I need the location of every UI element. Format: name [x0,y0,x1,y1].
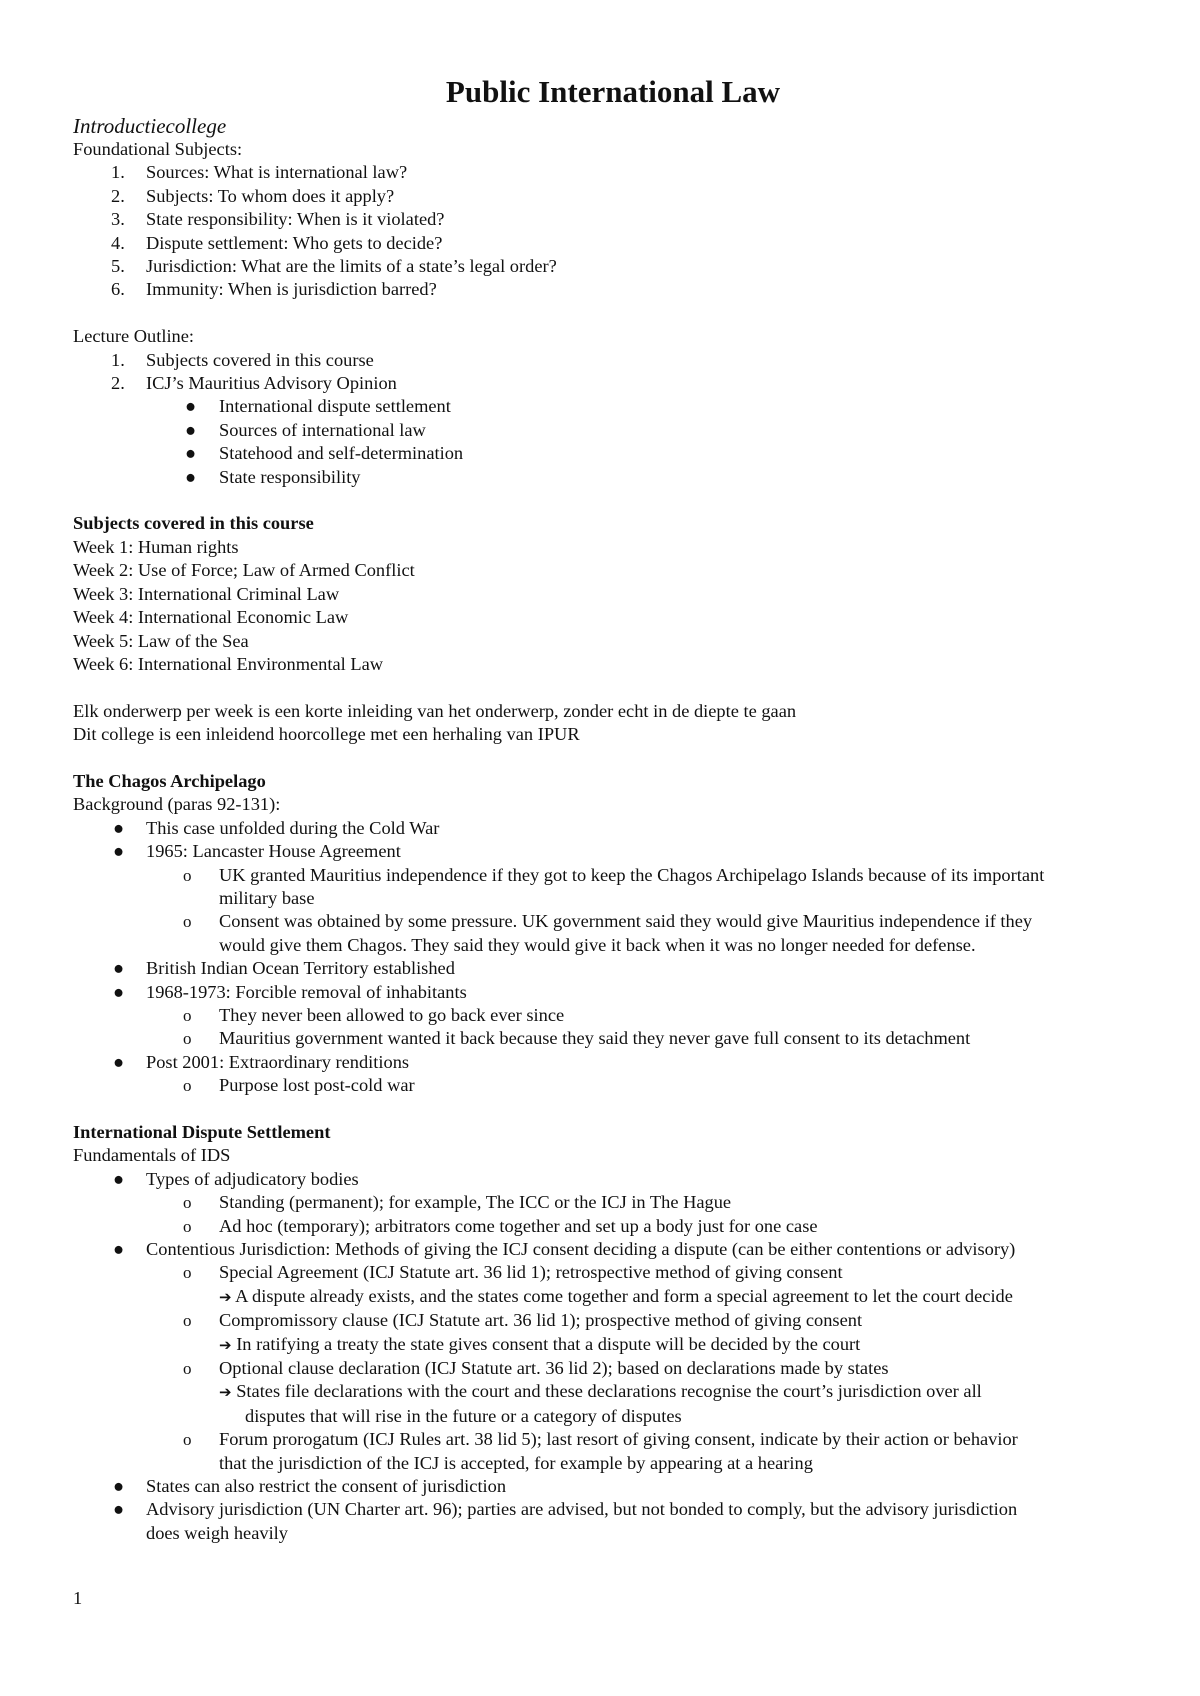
week-line: Week 1: Human rights [73,536,239,557]
list-item: ● Statehood and self-determination [185,443,464,464]
outline-heading: Lecture Outline: [73,326,195,347]
foundational-list [73,161,1133,301]
ids-heading: International Dispute Settlement [73,1121,331,1142]
list-item: ● Post 2001: Extraordinary renditions o Purpose lost post-cold war [73,1051,1133,1098]
list-item: ● States can also restrict the consent of jurisdiction [113,1476,507,1497]
list-item: 4. Dispute settlement: Who gets to decide? [111,232,443,253]
chagos-list [73,817,1133,1098]
list-item: o Forum prorogatum (ICJ Rules art. 38 lid 5); last resort of giving consent, indicate by their action or behavior that the jurisdiction of the ICJ is accepted, for example by appearing at a hearing [183,1429,1018,1473]
foundational-heading: Foundational Subjects: [73,139,243,159]
list-item: ● State responsibility [185,466,361,487]
list-item: 1. Sources: What is international law? [111,162,408,183]
sublist [73,1074,1133,1097]
list-item: ● Sources of international law [185,419,426,440]
list-item: ● 1968-1973: Forcible removal of inhabitants o They never been allowed to go back ever since o Mauritius government wanted it back because they said they never gave full consent to its detachment [73,981,1133,1051]
outline-list [73,349,1133,396]
outline-sublist [73,395,1133,489]
list-item: 1. Subjects covered in this course [111,349,374,370]
note-line: Elk onderwerp per week is een korte inleiding van het onderwerp, zonder echt in de diepte te gaan [73,700,797,721]
week-line: Week 2: Use of Force; Law of Armed Conflict [73,560,415,581]
list-item: ● Advisory jurisdiction (UN Charter art. 96); parties are advised, but not bonded to comply, but the advisory jurisdiction does weigh heavily [113,1499,1018,1543]
list-item: ● 1965: Lancaster House Agreement o UK granted Mauritius independence if they got to keep the Chagos Archipelago Islands because of its important military base o Consent was obtained by some pressure. UK government said they would give Mauritius independence if they would give them Chagos. They said they would give it back when it was no longer needed for defense. [73,840,1133,957]
list-item: o Consent was obtained by some pressure. UK government said they would give Mauritius independence if they would give them Chagos. They said they would give it back when it was no longer needed for defense. [183,911,1033,955]
chagos-heading: The Chagos Archipelago [73,770,266,791]
list-item: 2. ICJ’s Mauritius Advisory Opinion [111,373,397,394]
list-item: 5. Jurisdiction: What are the limits of a state’s legal order? [111,256,557,277]
ids-fundamentals: Fundamentals of IDS [73,1145,231,1166]
page-title: Public International Law [445,74,781,109]
sublist [73,1191,1133,1238]
week-line: Week 3: International Criminal Law [73,583,340,604]
sublist [73,864,1133,958]
subjects-heading: Subjects covered in this course [73,513,314,534]
chagos-background: Background (paras 92-131): [73,794,281,815]
list-item: ● Types of adjudicatory bodies o Standing (permanent); for example, The ICC or the ICJ in The Hague o Ad hoc (temporary); arbitrators come together and set up a body just for one case [73,1168,1133,1238]
document-body [73,72,1133,1545]
sublist [73,1004,1133,1051]
list-item: o Special Agreement (ICJ Statute art. 36 lid 1); retrospective method of giving consent ➔ A dispute already exists, and the states come together and form a special agreement to let the court decide [183,1262,1013,1306]
list-item: ● Contentious Jurisdiction: Methods of giving the ICJ consent deciding a dispute (can be either contentions or advisory) o Special Agreement (ICJ Statute art. 36 lid 1); retrospective method of giving consent ➔ A dispute already exists, and the states come together and form a special agreement to let the court decide o Compromissory clause (ICJ Statute art. 36 lid 1); prospective method of giving consent ➔ In ratifying a treaty the state gives consent that a dispute will be decided by the court o Optional clause declaration (ICJ Statute art. 36 lid 2); based on declarations made by states ➔ States file declarations with the court and these declarations recognise the court’s jurisdiction over all disputes that will rise in the future or a category of disputes o Forum prorogatum (ICJ Rules art. 38 lid 5); last resort of giving consent, indicate by their action or behavior that the jurisdiction of the ICJ is accepted, for example by appearing at a hearing [73,1238,1133,1475]
list-item: 6. Immunity: When is jurisdiction barred? [111,279,437,300]
list-item: o Purpose lost post-cold war [183,1075,415,1096]
sublist [73,1261,1133,1475]
arrow-icon: ➔ [219,1287,232,1306]
list-item: ● International dispute settlement [185,396,451,417]
page-subtitle: Introductiecollege [73,114,227,138]
list-item: o Compromissory clause (ICJ Statute art. 36 lid 1); prospective method of giving consent ➔ In ratifying a treaty the state gives consent that a dispute will be decided by the court [183,1310,863,1354]
list-item: ● British Indian Ocean Territory established [113,958,455,979]
note-line: Dit college is een inleidend hoorcollege met een herhaling van IPUR [73,724,580,745]
ids-list [73,1168,1133,1546]
week-line: Week 4: International Economic Law [73,607,349,628]
list-item: o Mauritius government wanted it back because they said they never gave full consent to its detachment [183,1028,971,1049]
list-item: o UK granted Mauritius independence if they got to keep the Chagos Archipelago Islands because of its important military base [183,864,1045,908]
arrow-icon: ➔ [219,1335,232,1354]
list-item: 3. State responsibility: When is it violated? [111,209,445,230]
list-item: ● This case unfolded during the Cold War [113,817,440,838]
list-item: o They never been allowed to go back ever since [183,1004,565,1025]
list-item: o Optional clause declaration (ICJ Statute art. 36 lid 2); based on declarations made by states ➔ States file declarations with the court and these declarations recognise the court’s jurisdiction over all disputes that will rise in the future or a category of disputes [183,1358,982,1426]
week-line: Week 5: Law of the Sea [73,630,249,651]
arrow-icon: ➔ [219,1383,232,1402]
list-item: o Standing (permanent); for example, The ICC or the ICJ in The Hague [183,1192,732,1213]
page-number: 1 [73,1588,83,1608]
list-item: o Ad hoc (temporary); arbitrators come together and set up a body just for one case [183,1215,818,1236]
list-item: 2. Subjects: To whom does it apply? [111,185,395,206]
week-line: Week 6: International Environmental Law [73,653,384,674]
